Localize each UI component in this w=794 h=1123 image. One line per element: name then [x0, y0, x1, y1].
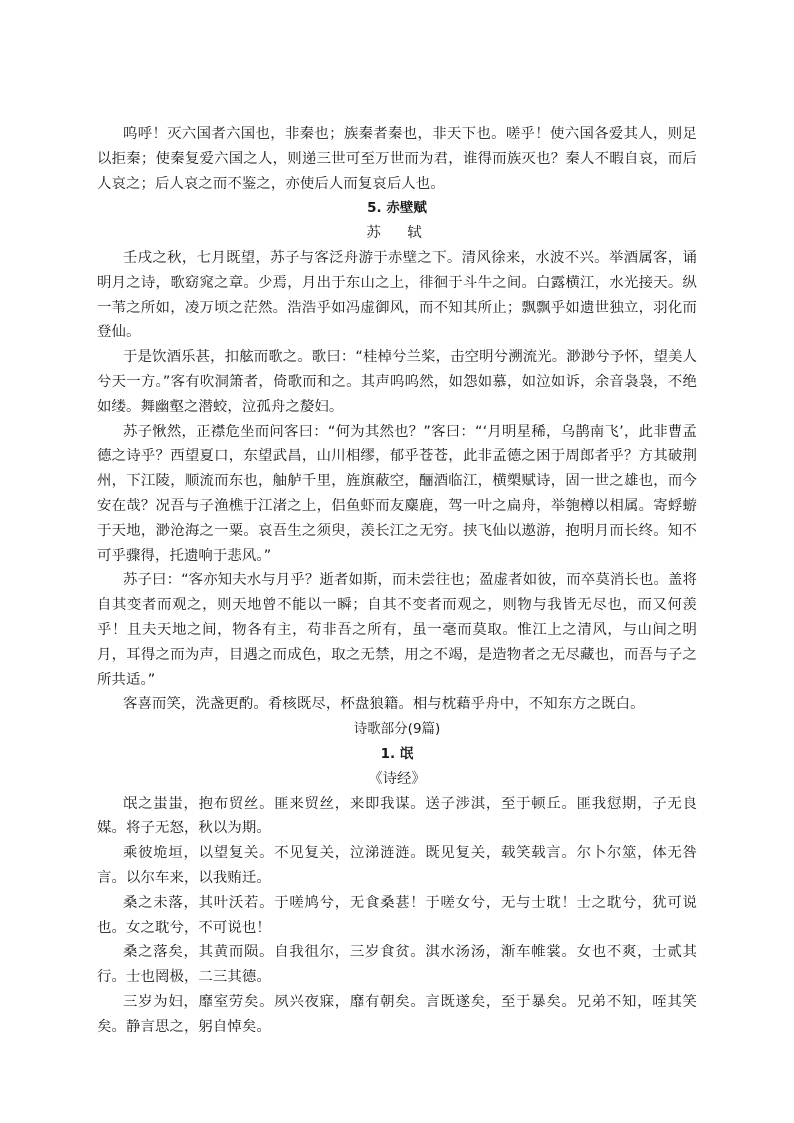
chibifu-author: 苏 轼 [366, 225, 428, 242]
intro-paragraph: 呜呼！灭六国者六国也，非秦也；族秦者秦也，非天下也。嗟乎！使六国各爱其人，则足以拒秦；使秦复爱六国之人，则递三世可至万世而为君，谁得而族灭也？秦人不暇自哀，而后人哀之；后人哀之而不鉴之，亦使后人而复哀后人也。 [97, 126, 697, 192]
chibifu-title: 5. 赤壁赋 [367, 200, 427, 217]
chibifu-paragraph-2: 于是饮酒乐甚，扣舷而歌之。歌曰：“桂棹兮兰桨，击空明兮溯流光。渺渺兮予怀，望美人兮天一方。”客有吹洞箫者，倚歌而和之。其声呜呜然，如怨如慕，如泣如诉，余音袅袅，不绝如缕。舞幽壑之潜蛟，泣孤舟之嫠妇。 [97, 349, 697, 415]
poem-stanza-3: 桑之未落，其叶沃若。于嗟鸠兮，无食桑葚！于嗟女兮，无与士耽！士之耽兮，犹可说也。女之耽兮，不可说也！ [97, 894, 697, 936]
chibifu-paragraph-1: 壬戌之秋，七月既望，苏子与客泛舟游于赤壁之下。清风徐来，水波不兴。举酒属客，诵明月之诗，歌窈窕之章。少焉，月出于东山之上，徘徊于斗牛之间。白露横江，水光接天。纵一苇之所如，凌万顷之茫然。浩浩乎如冯虚御风，而不知其所止；飘飘乎如遗世独立，羽化而登仙。 [97, 249, 697, 341]
poem-stanza-5: 三岁为妇，靡室劳矣。夙兴夜寐，靡有朝矣。言既遂矣，至于暴矣。兄弟不知，咥其笑矣。静言思之，躬自悼矣。 [97, 993, 697, 1035]
poem-stanza-2: 乘彼垝垣，以望复关。不见复关，泣涕涟涟。既见复关，载笑载言。尔卜尔筮，体无咎言。以尔车来，以我贿迁。 [97, 845, 697, 886]
poem-source: 《诗经》 [368, 770, 426, 787]
poem-title: 1. 氓 [380, 745, 414, 762]
page-content [97, 122, 697, 1039]
chibifu-paragraph-3: 苏子愀然，正襟危坐而问客曰：“何为其然也？”客曰：“‘月明星稀，乌鹊南飞’，此非曹孟德之诗乎？西望夏口，东望武昌，山川相缪，郁乎苍苍，此非孟德之困于周郎者乎？方其破荆州，下江陵，顺流而东也，舳舻千里，旌旗蔽空，酾酒临江，横槊赋诗，固一世之雄也，而今安在哉？况吾与子渔樵于江渚之上，侣鱼虾而友麋鹿，驾一叶之扁舟，举匏樽以相属。寄蜉蝣于天地，渺沧海之一粟。哀吾生之须臾，羡长江之无穷。挟飞仙以遨游，抱明月而长终。知不可乎骤得，托遗响于悲风。” [97, 423, 697, 564]
chibifu-paragraph-4: 苏子曰：“客亦知夫水与月乎？逝者如斯，而未尝往也；盈虚者如彼，而卒莫消长也。盖将自其变者而观之，则天地曾不能以一瞬；自其不变者而观之，则物与我皆无尽也，而又何羡乎！且夫天地之间，物各有主，苟非吾之所有，虽一毫而莫取。惟江上之清风，与山间之明月，耳得之而为声，目遇之而成色，取之无禁，用之不竭，是造物者之无尽藏也，而吾与子之所共适。” [97, 572, 697, 688]
poem-stanza-1: 氓之蚩蚩，抱布贸丝。匪来贸丝，来即我谋。送子涉淇，至于顿丘。匪我愆期，子无良媒。将子无怒，秋以为期。 [97, 795, 697, 837]
poetry-section-heading: 诗歌部分(9篇) [353, 721, 441, 738]
poem-stanza-4: 桑之落矣，其黄而陨。自我徂尔，三岁食贫。淇水汤汤，渐车帷裳。女也不爽，士贰其行。士也罔极，二三其德。 [97, 944, 697, 986]
chibifu-paragraph-5: 客喜而笑，洗盏更酌。肴核既尽，杯盘狼籍。相与枕藉乎舟中，不知东方之既白。 [123, 696, 645, 713]
